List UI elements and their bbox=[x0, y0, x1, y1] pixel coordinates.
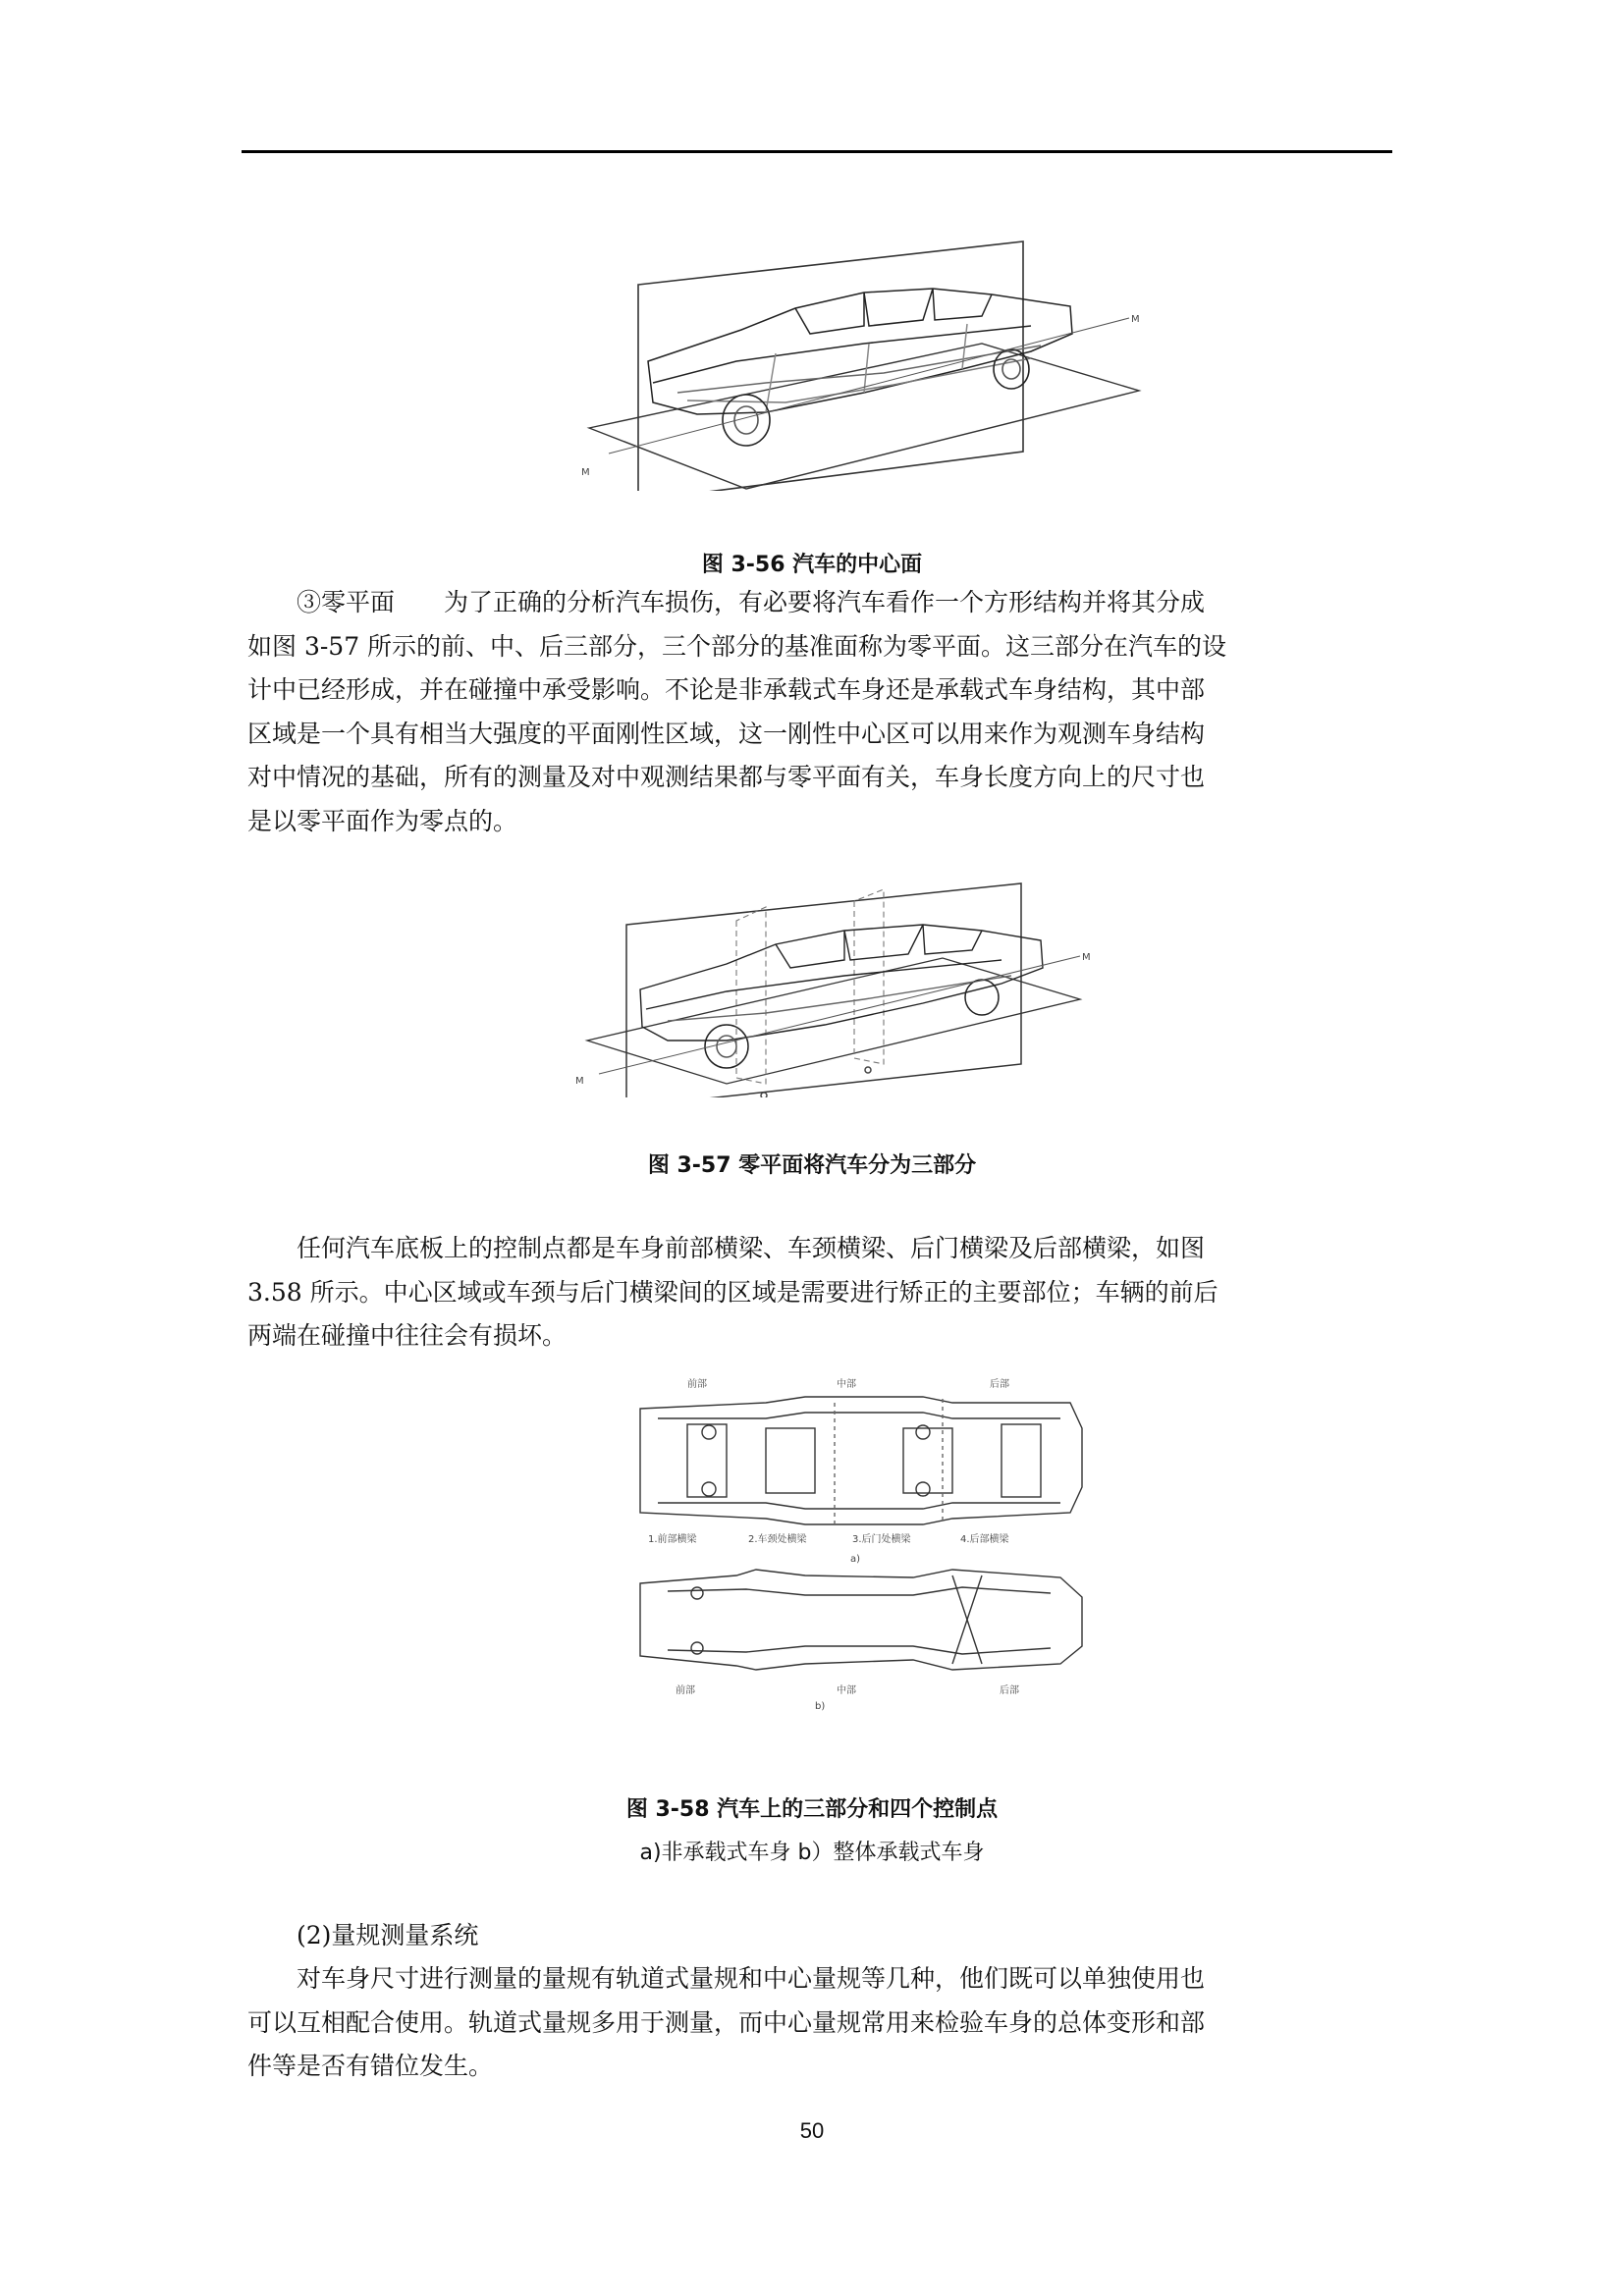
control-points-line: 3.58 所示。中心区域或车颈与后门横梁间的区域是需要进行矫正的主要部位；车辆的前后 bbox=[247, 1277, 1218, 1307]
marker-m-top: M bbox=[1082, 952, 1091, 963]
frame-b-outline bbox=[640, 1570, 1082, 1670]
legend-rear-crossmember: 4.后部横梁 bbox=[960, 1534, 1009, 1545]
gauge-system-line: 可以互相配合使用。轨道式量规多用于测量，而中心量规常用来检验车身的总体变形和部 bbox=[247, 2007, 1206, 2037]
gauge-heading-text: (2)量规测量系统 bbox=[297, 1921, 479, 1949]
label-front-top: 前部 bbox=[687, 1379, 707, 1390]
label-rear-top: 后部 bbox=[990, 1379, 1009, 1390]
figure-3-57-image bbox=[569, 881, 1100, 1097]
marker-m-bottom: M bbox=[581, 467, 590, 478]
zero-plane-line: 如图 3-57 所示的前、中、后三部分，三个部分的基准面称为零平面。这三部分在汽车的设 bbox=[247, 631, 1227, 661]
center-plane-vertical bbox=[626, 883, 1021, 1097]
rear-wheel bbox=[965, 980, 999, 1015]
control-points-line: 两端在碰撞中往往会有损坏。 bbox=[247, 1321, 568, 1350]
label-front-bottom: 前部 bbox=[676, 1685, 695, 1696]
gauge-system-paragraph bbox=[247, 1957, 1386, 2089]
gauge-system-line: 对车身尺寸进行测量的量规有轨道式量规和中心量规等几种，他们既可以单独使用也 bbox=[297, 1964, 1206, 1993]
label-middle-bottom: 中部 bbox=[837, 1685, 856, 1696]
figure-3-56-image bbox=[569, 236, 1159, 491]
legend-front-crossmember: 1.前部横梁 bbox=[648, 1534, 697, 1545]
label-rear-bottom: 后部 bbox=[1000, 1685, 1019, 1696]
zero-plane-line: 对中情况的基础，所有的测量及对中观测结果都与零平面有关，车身长度方向上的尺寸也 bbox=[247, 763, 1206, 791]
figure-3-57-caption: 图 3-57 零平面将汽车分为三部分 bbox=[647, 1153, 977, 1178]
figure-3-58-image bbox=[628, 1369, 1100, 1772]
ground-plane bbox=[589, 344, 1139, 489]
control-points-line: 任何汽车底板上的控制点都是车身前部横梁、车颈横梁、后门横梁及后部横梁，如图 bbox=[297, 1234, 1206, 1262]
label-middle-top: 中部 bbox=[837, 1379, 856, 1390]
marker-m-top: M bbox=[1131, 314, 1140, 325]
zero-plane-rear bbox=[854, 889, 884, 1064]
legend-rear-door-crossmember: 3.后门处横梁 bbox=[852, 1534, 911, 1545]
figure-3-56-caption: 图 3-56 汽车的中心面 bbox=[701, 553, 923, 577]
gauge-heading bbox=[247, 1914, 1386, 1958]
zero-plane-line: 是以零平面作为零点的。 bbox=[247, 806, 518, 835]
figure-3-58-caption: 图 3-58 汽车上的三部分和四个控制点 bbox=[625, 1797, 999, 1822]
sub-label-a: a) bbox=[850, 1554, 861, 1565]
header-rule bbox=[242, 150, 1392, 153]
frame-a-outline bbox=[640, 1397, 1082, 1524]
center-plane-vertical bbox=[638, 241, 1023, 491]
control-points-paragraph bbox=[247, 1227, 1386, 1359]
car-body-outline bbox=[648, 289, 1072, 414]
marker-m-left: M bbox=[575, 1076, 584, 1087]
zero-plane-heading: ③零平面 bbox=[297, 588, 396, 616]
zero-plane-front bbox=[736, 907, 766, 1084]
zero-plane-line: 为了正确的分析汽车损伤，有必要将汽车看作一个方形结构并将其分成 bbox=[444, 588, 1206, 616]
zero-plane-line: 区域是一个具有相当大强度的平面刚性区域，这一刚性中心区可以用来作为观测车身结构 bbox=[247, 719, 1206, 748]
sub-label-b: b) bbox=[815, 1701, 826, 1712]
page-number: 50 bbox=[799, 2118, 825, 2143]
zero-plane-line: 计中已经形成，并在碰撞中承受影响。不论是非承载式车身还是承载式车身结构，其中部 bbox=[247, 675, 1206, 704]
gauge-system-line: 件等是否有错位发生。 bbox=[247, 2052, 494, 2080]
zero-plane-paragraph bbox=[247, 581, 1386, 843]
figure-3-58-subcaption: a)非承载式车身 b）整体承载式车身 bbox=[639, 1841, 985, 1865]
legend-neck-crossmember: 2.车颈处横梁 bbox=[748, 1534, 807, 1545]
